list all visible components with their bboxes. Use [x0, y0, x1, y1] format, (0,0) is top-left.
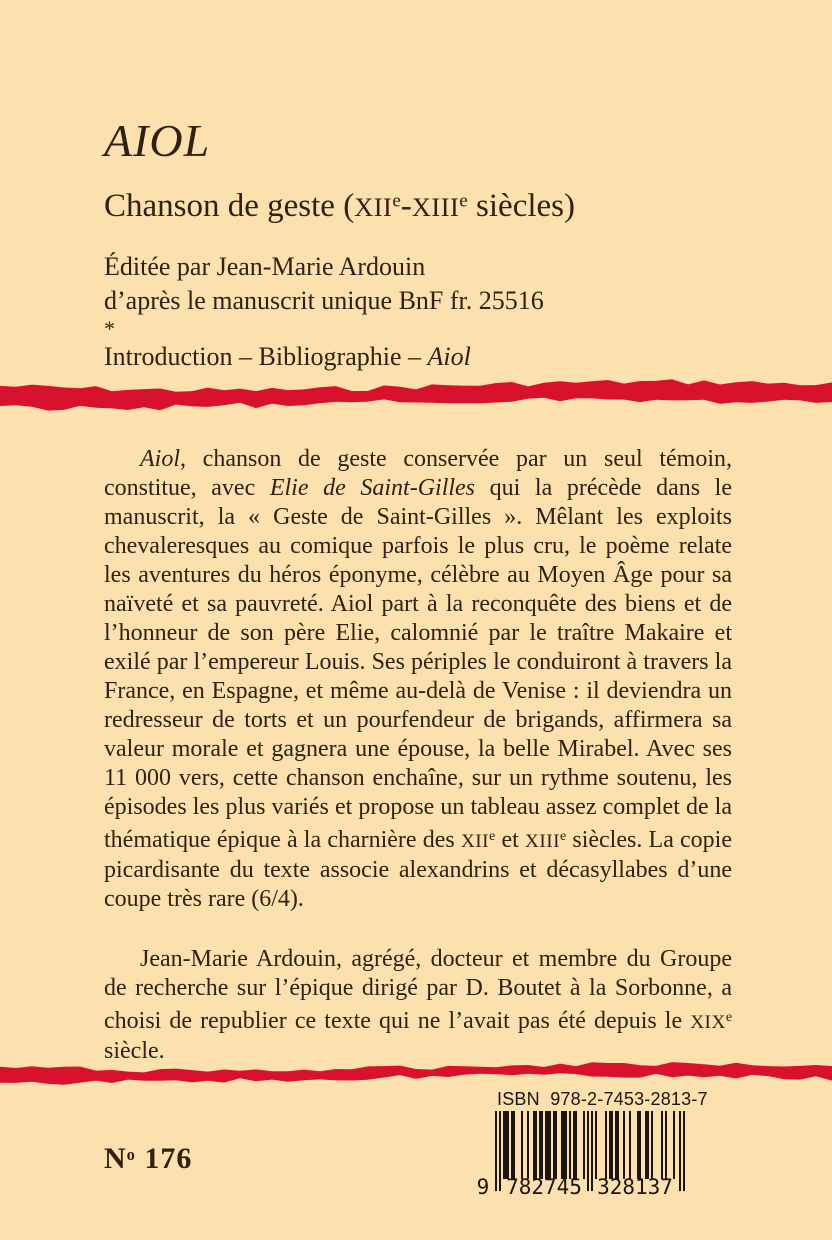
isbn-barcode-block — [473, 1089, 708, 1210]
masthead — [104, 115, 744, 374]
text-segment: Introduction – Bibliographie – — [104, 342, 428, 372]
text-segment: qui la précède dans le manuscrit, la « Geste de Saint-Gilles ». Mêlant les exploits chevaleresques au comique parfois le plus cru, le poème relate les aventures du héros éponyme, célèbre au Moyen Âge pour sa naïveté et sa pauvreté. Aiol part à la reconquête des biens et de l’honneur de son père Elie, calomnié par le traître Makaire et exilé par l’empereur Louis. Ses périples le conduiront à travers la France, en Espagne, et même au-delà de Venise : il deviendra un redresseur de torts et un pourfendeur de brigands, affirmera sa valeur morale et gagnera une épouse, la belle Mirabel. Avec ses 11 000 vers, cette chanson enchaîne, sur un rythme soutenu, les épisodes les plus variés et propose un tableau assez complet de la thématique épique à la charnière des — [104, 475, 732, 853]
text-segment: XIII — [524, 830, 560, 852]
collection-number-ordinal: o — [126, 1144, 136, 1164]
edition-block — [104, 250, 744, 374]
text-segment: et — [495, 826, 525, 853]
contents-line — [104, 340, 744, 374]
collection-number-value — [136, 1142, 193, 1175]
text-segment: Aiol — [427, 342, 471, 372]
text-segment: XII — [354, 192, 393, 222]
isbn-label: ISBN 978-2-7453-2813-7 — [497, 1089, 708, 1109]
text-segment: Elie de Saint-Gilles — [269, 475, 476, 501]
text-segment: e — [459, 190, 468, 212]
asterisk-separator: * — [104, 316, 115, 342]
text-segment: e — [392, 190, 401, 212]
edition-editor-line: Éditée par Jean-Marie Ardouin — [104, 252, 426, 282]
collection-number-prefix: N — [104, 1142, 127, 1175]
collection-number-digits: 176 — [144, 1142, 193, 1175]
text-segment: e — [560, 829, 567, 844]
blurb-paragraph-editor-bio — [104, 945, 732, 1066]
back-cover-blurb — [104, 445, 732, 1066]
text-segment: - — [400, 188, 412, 224]
text-segment: siècles) — [467, 188, 575, 224]
text-segment: XII — [460, 830, 490, 852]
torn-red-stripe-bottom — [0, 1060, 832, 1090]
collection-number — [104, 1142, 192, 1176]
text-segment: , chanson de geste conservée par un seul témoin, constitue, avec — [104, 446, 732, 501]
barcode-digit-group1: 782745 — [506, 1175, 582, 1199]
text-segment: Jean-Marie Ardouin, agrégé, docteur et membre du Groupe de recherche sur l’épique dirigé par D. Boutet à la Sorbonne, a choisi de republier ce texte qui ne l’avait pas été depuis le — [104, 945, 732, 1034]
edition-manuscript-line: d’après le manuscrit unique BnF fr. 25516 — [104, 286, 544, 316]
torn-red-stripe-top — [0, 378, 832, 412]
text-segment: siècles. La copie picardisante du texte associe alexandrins et décasyllabes d’une coupe très rare (6/4). — [104, 826, 732, 912]
text-segment: e — [489, 829, 496, 844]
text-segment: e — [725, 1009, 732, 1025]
text-segment: XIX — [690, 1011, 726, 1033]
book-title: AIOL — [104, 115, 211, 166]
book-subtitle — [104, 188, 744, 224]
text-segment: XIII — [411, 192, 460, 222]
text-segment: Aiol — [140, 446, 180, 472]
blurb-paragraph-synopsis — [104, 445, 732, 914]
text-segment: siècle. — [104, 1037, 165, 1064]
barcode-digit-group2: 328137 — [597, 1175, 673, 1199]
barcode-digit-prefix: 9 — [476, 1175, 490, 1199]
text-segment: Chanson de geste ( — [104, 188, 355, 224]
